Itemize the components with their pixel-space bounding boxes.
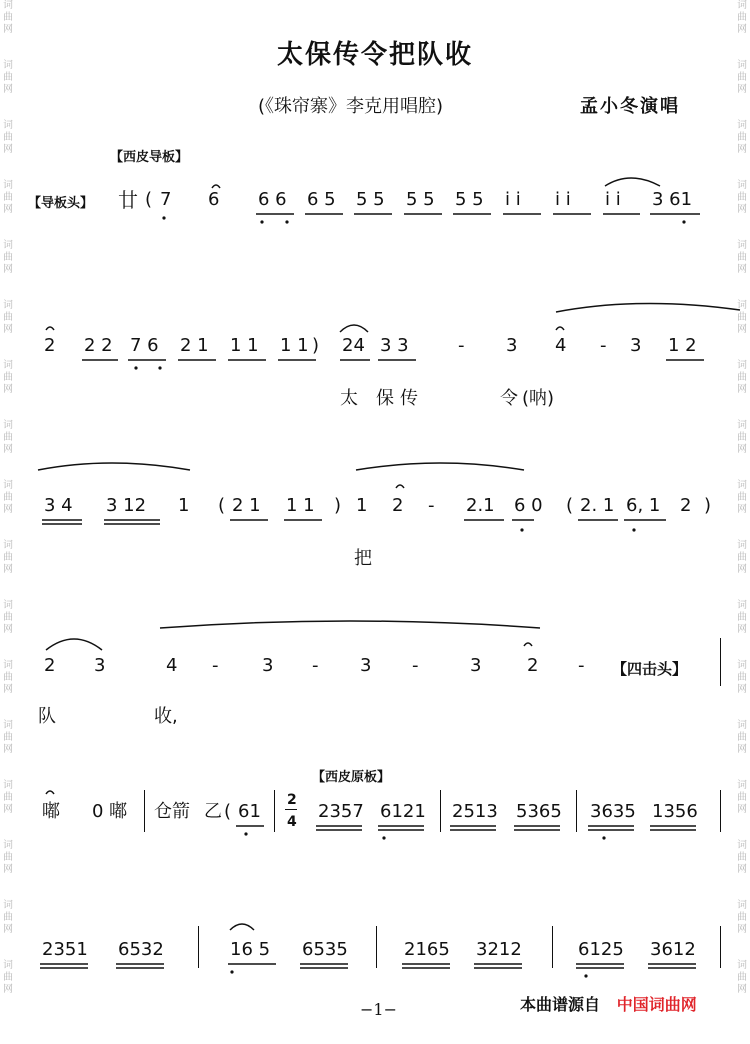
watermark-char: 词 — [737, 780, 747, 791]
note-token: 5 5 — [356, 189, 385, 210]
note-token: 16 5 — [230, 939, 271, 960]
watermark-char: 词 — [737, 480, 747, 491]
note-token: 6, 1 — [626, 495, 661, 516]
note-token: 3 61 — [652, 189, 693, 210]
watermark-group — [1, 720, 15, 780]
score-subtitle: (《珠帘寨》李克用唱腔) — [258, 96, 444, 117]
watermark-char: 网 — [3, 504, 13, 515]
bar-line — [720, 790, 721, 832]
note-token: 6532 — [118, 939, 164, 960]
performer-name: 孟小冬演唱 — [580, 96, 680, 117]
watermark-char: 曲 — [3, 72, 13, 83]
watermark-char: 网 — [737, 504, 747, 515]
notation-row-6 — [0, 940, 750, 980]
lyric: 队 — [38, 706, 56, 727]
note-token: 3 — [94, 655, 106, 676]
note-token: 4 — [555, 335, 567, 356]
note-token: 4 — [166, 655, 178, 676]
notation-row-2 — [0, 336, 750, 376]
watermark-char: 曲 — [3, 552, 13, 563]
watermark-char: 曲 — [737, 252, 747, 263]
notation-row-1 — [0, 190, 750, 230]
watermark-char: 网 — [737, 264, 747, 275]
lyric: 令 — [500, 388, 518, 409]
lyric: 收, — [154, 706, 178, 727]
bar-line — [720, 638, 721, 686]
percussion-label-sijitou: 【四击头】 — [612, 660, 688, 678]
note-token: 2 — [392, 495, 404, 516]
watermark-char: 词 — [737, 720, 747, 731]
note-token: ) — [334, 495, 342, 516]
watermark-char: 网 — [3, 924, 13, 935]
watermark-char: 词 — [3, 720, 13, 731]
watermark-char: 网 — [3, 684, 13, 695]
note-token: 2513 — [452, 801, 498, 822]
note-token: 6 — [208, 189, 220, 210]
note-token: 5365 — [516, 801, 562, 822]
watermark-char: 网 — [737, 384, 747, 395]
watermark-char: 网 — [737, 204, 747, 215]
percussion-token: 乙 — [204, 801, 222, 822]
watermark-group — [735, 240, 749, 300]
note-token: 1 1 — [230, 335, 259, 356]
watermark-group — [1, 600, 15, 660]
source-credit — [520, 992, 697, 1015]
section-label-xipi-yuanban: 【西皮原板】 — [312, 770, 391, 785]
lyric: 太 — [340, 388, 358, 409]
note-token: 2357 — [318, 801, 364, 822]
watermark-char: 曲 — [3, 192, 13, 203]
watermark-char: 网 — [737, 924, 747, 935]
note-token: 2.1 — [466, 495, 495, 516]
watermark-char: 曲 — [737, 792, 747, 803]
note-token: 7 6 — [130, 335, 159, 356]
note-token: 2 — [44, 335, 56, 356]
percussion-token: 嘟 — [42, 801, 60, 822]
watermark-char: 词 — [3, 300, 13, 311]
note-token: - — [412, 655, 419, 676]
watermark-char: 曲 — [3, 372, 13, 383]
watermark-char: 曲 — [737, 672, 747, 683]
watermark-char: 网 — [3, 744, 13, 755]
watermark-char: 曲 — [3, 612, 13, 623]
watermark-char: 词 — [3, 0, 13, 11]
watermark-char: 词 — [3, 660, 13, 671]
note-token: 24 — [342, 335, 365, 356]
watermark-char: 曲 — [737, 72, 747, 83]
note-token: 3 12 — [106, 495, 147, 516]
watermark-group — [1, 420, 15, 480]
watermark-char: 词 — [737, 240, 747, 251]
watermark-group — [735, 600, 749, 660]
note-token: 2 — [680, 495, 692, 516]
note-token: ) — [312, 335, 320, 356]
note-token: 3 — [262, 655, 274, 676]
note-token: ( — [224, 801, 232, 822]
source-credit-site: 中国词曲网 — [616, 995, 697, 1014]
watermark-group — [735, 540, 749, 600]
note-token: - — [428, 495, 435, 516]
watermark-char: 曲 — [3, 432, 13, 443]
watermark-char: 网 — [3, 804, 13, 815]
watermark-char: 网 — [737, 24, 747, 35]
time-signature-bottom: 4 — [287, 814, 297, 830]
note-token: 2 2 — [84, 335, 113, 356]
watermark-char: 曲 — [3, 672, 13, 683]
watermark-char: 词 — [737, 660, 747, 671]
watermark-char: 网 — [3, 564, 13, 575]
watermark-char: 曲 — [737, 552, 747, 563]
note-token: 5 5 — [406, 189, 435, 210]
note-token: 3 4 — [44, 495, 73, 516]
bar-line — [440, 790, 441, 832]
watermark-char: 网 — [3, 444, 13, 455]
note-token: 3612 — [650, 939, 696, 960]
watermark-char: 曲 — [737, 972, 747, 983]
watermark-char: 词 — [737, 300, 747, 311]
watermark-char: 曲 — [737, 852, 747, 863]
note-token: 61 — [238, 801, 261, 822]
note-token: 2. 1 — [580, 495, 615, 516]
watermark-char: 网 — [737, 984, 747, 995]
bar-line — [376, 926, 377, 968]
bar-line — [198, 926, 199, 968]
note-token: ) — [704, 495, 712, 516]
lyric: (呐) — [522, 388, 555, 409]
note-token: 3 — [506, 335, 518, 356]
bar-line — [274, 790, 275, 832]
watermark-char: 词 — [3, 960, 13, 971]
bar-line — [720, 926, 721, 968]
note-token: - — [578, 655, 585, 676]
note-token: i i — [555, 189, 571, 210]
bar-line — [576, 790, 577, 832]
note-token: - — [600, 335, 607, 356]
watermark-char: 曲 — [737, 12, 747, 23]
note-token: 6 6 — [258, 189, 287, 210]
watermark-char: 词 — [3, 240, 13, 251]
note-token: 6 0 — [514, 495, 543, 516]
watermark-group — [735, 840, 749, 900]
note-token: 5 5 — [455, 189, 484, 210]
time-signature-top: 2 — [287, 792, 297, 808]
watermark-char: 词 — [737, 420, 747, 431]
note-token: 1356 — [652, 801, 698, 822]
watermark-char: 词 — [3, 60, 13, 71]
watermark-char: 词 — [3, 840, 13, 851]
watermark-char: 曲 — [3, 312, 13, 323]
lyric: 把 — [354, 548, 372, 569]
watermark-char: 词 — [3, 600, 13, 611]
note-token: ( — [145, 189, 153, 210]
note-token: 1 1 — [286, 495, 315, 516]
percussion-token: 仓箭 — [154, 801, 190, 822]
watermark-char: 网 — [737, 624, 747, 635]
score-title: 太保传令把队收 — [276, 40, 473, 70]
watermark-char: 曲 — [737, 492, 747, 503]
watermark-char: 曲 — [3, 492, 13, 503]
note-token: 6 5 — [307, 189, 336, 210]
watermark-char: 词 — [737, 60, 747, 71]
watermark-char: 词 — [737, 900, 747, 911]
note-token: 2 1 — [180, 335, 209, 356]
watermark-char: 词 — [3, 360, 13, 371]
watermark-char: 曲 — [3, 852, 13, 863]
prelude-label-daobantou: 【导板头】 — [28, 196, 94, 211]
note-token: 1 — [356, 495, 368, 516]
watermark-char: 词 — [737, 0, 747, 11]
watermark-char: 曲 — [737, 432, 747, 443]
watermark-char: 曲 — [3, 792, 13, 803]
watermark-char: 网 — [3, 24, 13, 35]
watermark-group — [1, 540, 15, 600]
watermark-char: 曲 — [3, 252, 13, 263]
watermark-char: 曲 — [3, 732, 13, 743]
note-token: 3635 — [590, 801, 636, 822]
watermark-char: 曲 — [737, 372, 747, 383]
bar-line — [144, 790, 145, 832]
watermark-char: 曲 — [737, 132, 747, 143]
watermark-char: 词 — [3, 900, 13, 911]
watermark-char: 网 — [3, 204, 13, 215]
note-token: 1 — [178, 495, 190, 516]
watermark-char: 曲 — [3, 912, 13, 923]
note-token: ( — [218, 495, 226, 516]
watermark-char: 网 — [737, 804, 747, 815]
watermark-char: 词 — [737, 600, 747, 611]
watermark-char: 词 — [3, 540, 13, 551]
watermark-char: 网 — [737, 324, 747, 335]
note-token: 6121 — [380, 801, 426, 822]
watermark-char: 曲 — [3, 972, 13, 983]
note-token: ( — [566, 495, 574, 516]
watermark-char: 网 — [3, 984, 13, 995]
free-meter-sign: 廿 — [118, 188, 138, 212]
watermark-char: 网 — [3, 864, 13, 875]
note-token: 2 — [44, 655, 56, 676]
watermark-char: 曲 — [737, 192, 747, 203]
note-token: - — [458, 335, 465, 356]
percussion-token: 0 嘟 — [92, 801, 128, 822]
watermark-char: 网 — [3, 384, 13, 395]
notation-row-5 — [0, 802, 750, 842]
watermark-char: 网 — [3, 624, 13, 635]
note-token: 6535 — [302, 939, 348, 960]
watermark-char: 网 — [737, 744, 747, 755]
time-signature-divider — [285, 809, 297, 810]
watermark-char: 词 — [737, 840, 747, 851]
watermark-char: 网 — [3, 264, 13, 275]
watermark-char: 曲 — [737, 312, 747, 323]
watermark-group — [735, 720, 749, 780]
note-token: - — [212, 655, 219, 676]
watermark-char: 曲 — [3, 12, 13, 23]
note-token: i i — [505, 189, 521, 210]
note-token: 2165 — [404, 939, 450, 960]
watermark-char: 词 — [737, 540, 747, 551]
note-token: i i — [605, 189, 621, 210]
watermark-char: 网 — [737, 144, 747, 155]
note-token: 3 — [360, 655, 372, 676]
watermark-char: 词 — [737, 960, 747, 971]
watermark-char: 网 — [737, 444, 747, 455]
watermark-group — [1, 840, 15, 900]
note-token: 6125 — [578, 939, 624, 960]
watermark-char: 词 — [737, 360, 747, 371]
watermark-char: 曲 — [737, 732, 747, 743]
watermark-char: 词 — [737, 120, 747, 131]
watermark-group — [1, 120, 15, 180]
watermark-char: 词 — [3, 180, 13, 191]
source-credit-prefix: 本曲谱源自 — [520, 995, 601, 1014]
lyric: 保传 — [376, 388, 424, 409]
notation-row-3 — [0, 496, 750, 536]
watermark-group — [735, 420, 749, 480]
watermark-char: 曲 — [737, 912, 747, 923]
watermark-char: 词 — [3, 420, 13, 431]
note-token: 3 3 — [380, 335, 409, 356]
note-token: 2 — [527, 655, 539, 676]
note-token: - — [312, 655, 319, 676]
watermark-char: 词 — [3, 780, 13, 791]
watermark-group — [1, 240, 15, 300]
watermark-char: 曲 — [737, 612, 747, 623]
watermark-char: 网 — [3, 324, 13, 335]
note-token: 1 1 — [280, 335, 309, 356]
note-token: 2 1 — [232, 495, 261, 516]
note-token: 3 — [630, 335, 642, 356]
watermark-char: 网 — [737, 84, 747, 95]
watermark-char: 曲 — [3, 132, 13, 143]
note-token: 2351 — [42, 939, 88, 960]
watermark-char: 网 — [737, 684, 747, 695]
watermark-group — [735, 120, 749, 180]
section-label-xipi-daoban: 【西皮导板】 — [110, 150, 189, 165]
page-number: −1− — [360, 1000, 397, 1019]
watermark-char: 网 — [3, 84, 13, 95]
note-token: 3212 — [476, 939, 522, 960]
watermark-char: 词 — [3, 480, 13, 491]
watermark-char: 网 — [737, 864, 747, 875]
note-token: 3 — [470, 655, 482, 676]
note-token: 1 2 — [668, 335, 697, 356]
bar-line — [552, 926, 553, 968]
watermark-char: 词 — [3, 120, 13, 131]
watermark-char: 词 — [737, 180, 747, 191]
note-token: 7 — [160, 189, 172, 210]
watermark-char: 网 — [3, 144, 13, 155]
watermark-char: 网 — [737, 564, 747, 575]
